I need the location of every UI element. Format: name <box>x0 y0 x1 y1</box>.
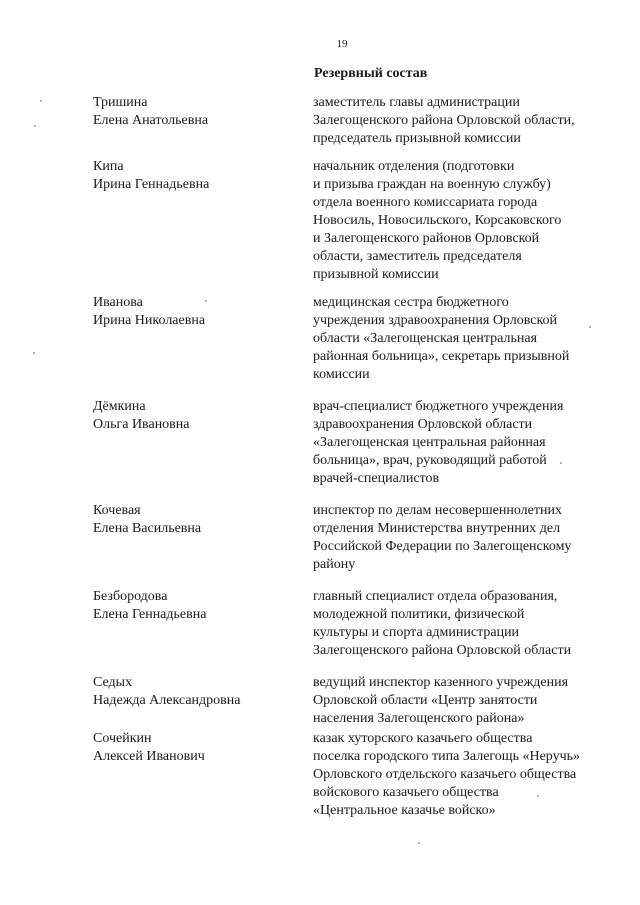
member-name <box>93 588 293 624</box>
role-line: «Залегощенская центральная районная <box>313 435 546 450</box>
role-line: отделения Министерства внутренних дел <box>313 521 561 536</box>
role-line: Залегощенского района Орловской области, <box>313 113 575 128</box>
member-given-names: Ирина Николаевна <box>93 313 206 328</box>
role-line: области «Залегощенская центральная <box>313 331 538 346</box>
role-line: здравоохранения Орловской области <box>313 417 533 432</box>
role-line: призывной комиссии <box>313 267 439 282</box>
role-line: Российской Федерации по Залегощенскому <box>313 539 572 554</box>
role-line: учреждения здравоохранения Орловской <box>313 313 558 328</box>
role-line: председатель призывной комиссии <box>313 131 521 146</box>
member-role <box>313 398 613 488</box>
scan-speck <box>589 326 591 328</box>
member-surname: Дёмкина <box>93 399 146 414</box>
member-given-names: Ирина Геннадьевна <box>93 177 210 192</box>
scan-speck <box>33 352 35 354</box>
role-line: начальник отделения (подготовки <box>313 159 515 174</box>
scan-speck <box>34 125 36 127</box>
role-line: казак хуторского казачьего общества <box>313 731 533 746</box>
role-line: заместитель главы администрации <box>313 95 520 110</box>
member-name <box>93 674 293 710</box>
member-name <box>93 294 293 330</box>
member-name <box>93 94 293 130</box>
role-line: войскового казачьего общества <box>313 785 499 800</box>
role-line: медицинская сестра бюджетного <box>313 295 509 310</box>
role-line: комиссии <box>313 367 370 382</box>
scan-speck <box>40 100 42 102</box>
role-line: молодежной политики, физической <box>313 607 525 622</box>
member-given-names: Елена Геннадьевна <box>93 607 207 622</box>
role-line: области, заместитель председателя <box>313 249 522 264</box>
role-line: Новосиль, Новосильского, Корсаковского <box>313 213 562 228</box>
page-number: 19 <box>336 38 348 50</box>
role-line: и призыва граждан на военную службу) <box>313 177 551 192</box>
role-line: Орловского отдельского казачьего общества <box>313 767 577 782</box>
role-line: врачей-специалистов <box>313 471 440 486</box>
role-line: поселка городского типа Залегощь «Неручь» <box>313 749 581 764</box>
member-surname: Кипа <box>93 159 124 174</box>
member-role <box>313 674 613 728</box>
member-surname: Иванова <box>93 295 143 310</box>
role-line: Орловской области «Центр занятости <box>313 693 538 708</box>
member-surname: Тришина <box>93 95 148 110</box>
member-role <box>313 94 613 148</box>
role-line: «Центральное казачье войско» <box>313 803 496 818</box>
member-role <box>313 730 613 820</box>
member-name <box>93 398 293 434</box>
member-surname: Кочевая <box>93 503 141 518</box>
role-line: и Залегощенского районов Орловской <box>313 231 540 246</box>
member-surname: Седых <box>93 675 133 690</box>
role-line: больница», врач, руководящий работой <box>313 453 547 468</box>
role-line: районная больница», секретарь призывной <box>313 349 570 364</box>
scan-speck <box>560 462 562 464</box>
role-line: инспектор по делам несовершеннолетних <box>313 503 562 518</box>
member-role <box>313 158 613 284</box>
role-line: ведущий инспектор казенного учреждения <box>313 675 569 690</box>
role-line: врач-специалист бюджетного учреждения <box>313 399 564 414</box>
section-title: Резервный состав <box>314 66 428 81</box>
role-line: району <box>313 557 356 572</box>
role-line: культуры и спорта администрации <box>313 625 520 640</box>
member-name <box>93 730 293 766</box>
role-line: отдела военного комиссариата города <box>313 195 538 210</box>
member-given-names: Алексей Иванович <box>93 749 205 764</box>
role-line: Залегощенского района Орловской области <box>313 643 572 658</box>
scan-speck <box>418 842 420 844</box>
member-surname: Безбородова <box>93 589 168 604</box>
member-name <box>93 502 293 538</box>
member-given-names: Елена Васильевна <box>93 521 202 536</box>
role-line: главный специалист отдела образования, <box>313 589 558 604</box>
member-surname: Сочейкин <box>93 731 152 746</box>
role-line: населения Залегощенского района» <box>313 711 525 726</box>
member-role <box>313 588 613 660</box>
member-role <box>313 502 613 574</box>
member-given-names: Елена Анатольевна <box>93 113 209 128</box>
scan-speck <box>537 795 539 797</box>
scan-speck <box>205 300 207 302</box>
member-given-names: Надежда Александровна <box>93 693 241 708</box>
member-role <box>313 294 613 384</box>
member-name <box>93 158 293 194</box>
member-given-names: Ольга Ивановна <box>93 417 190 432</box>
